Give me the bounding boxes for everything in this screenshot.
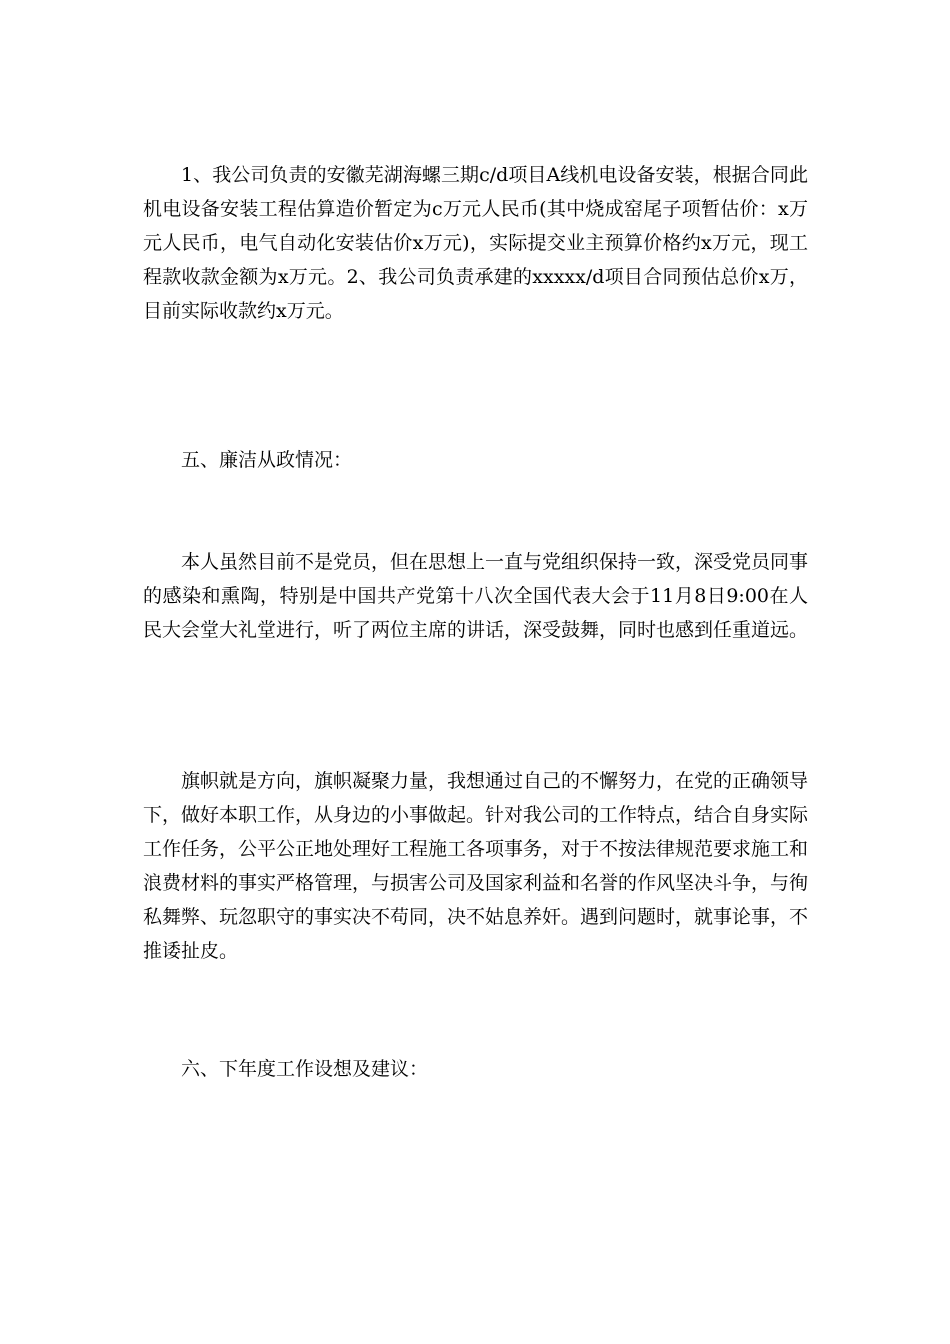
- section-heading-integrity: 五、廉洁从政情况：: [181, 449, 353, 471]
- paragraph-party-thoughts: 本人虽然目前不是党员，但在思想上一直与党组织保持一致，深受党员同事的感染和熏陶，特别是中国共产党第十八次全国代表大会于11月8日9:00在人民大会堂大礼堂进行，听了两位主席的讲话，深受鼓舞，同时也感到任重道远。: [143, 551, 809, 641]
- section-heading-next-year: 六、下年度工作设想及建议：: [181, 1058, 429, 1080]
- paragraph-work-conduct: 旗帜就是方向，旗帜凝聚力量，我想通过自己的不懈努力，在党的正确领导下，做好本职工作，从身边的小事做起。针对我公司的工作特点，结合自身实际工作任务，公平公正地处理好工程施工各项事务，对于不按法律规范要求施工和浪费材料的事实严格管理，与损害公司及国家利益和名誉的作风坚决斗争，与徇私舞弊、玩忽职守的事实决不苟同，决不姑息养奸。遇到问题时，就事论事，不推诿扯皮。: [143, 770, 809, 962]
- paragraph-project-payments: 1、我公司负责的安徽芜湖海螺三期c/d项目A线机电设备安装，根据合同此机电设备安装工程估算造价暂定为c万元人民币(其中烧成窑尾子项暂估价：x万元人民币，电气自动化安装估价x万元)，实际提交业主预算价格约x万元，现工程款收款金额为x万元。2、我公司负责承建的xxxxx/d项目合同预估总价x万，目前实际收款约x万元。: [143, 164, 808, 322]
